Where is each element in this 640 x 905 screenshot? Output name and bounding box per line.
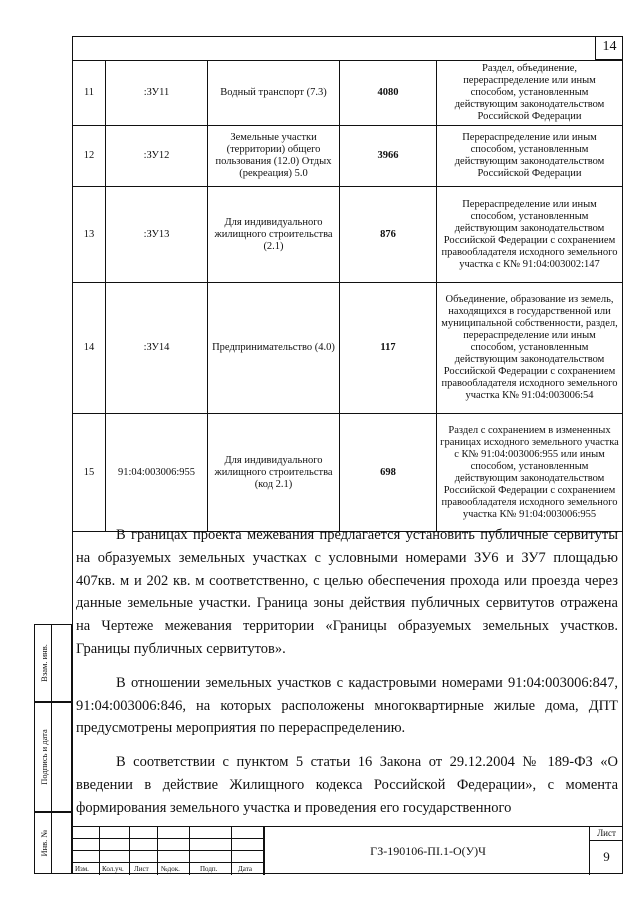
title-block (72, 826, 623, 875)
sheet-label: Лист (590, 827, 623, 841)
caption-list: Лист (134, 865, 149, 873)
cadastral-number: :ЗУ14 (106, 283, 208, 414)
title-block-grid (72, 827, 264, 875)
area-value: 4080 (340, 61, 437, 126)
area-value: 876 (340, 187, 437, 283)
land-use: Водный транспорт (7.3) (208, 61, 340, 126)
sheet-number: 9 (603, 849, 610, 864)
caption-data: Дата (238, 865, 252, 873)
row-number: 13 (73, 187, 106, 283)
side-label-vzam: Взам. инв. (39, 644, 49, 682)
side-label-podpis: Подпись и дата (39, 729, 49, 785)
cadastral-number: :ЗУ12 (106, 126, 208, 187)
side-block-vzam (34, 624, 72, 702)
cadastral-number: :ЗУ11 (106, 61, 208, 126)
paragraph-law-reference: В соответствии с пунктом 5 статьи 16 Закона от 29.12.2004 № 189-ФЗ «О введении в действие Жилищного кодекса Российской Федерации», с момента формирования земельного участка и проведения его государственного (76, 754, 618, 816)
area-value: 3966 (340, 126, 437, 187)
row-number: 11 (73, 61, 106, 126)
side-block-podpis (34, 702, 72, 812)
table-row (73, 187, 623, 283)
table-row (73, 283, 623, 414)
paragraph-apartment-plots: В отношении земельных участков с кадастровыми номерами 91:04:003006:847, 91:04:003006:846, на которых расположены многоквартирные жилые дома, ДПТ предусмотрены мероприятия по перераспределению. (76, 674, 618, 737)
formation-method: Объединение, образование из земель, находящихся в государственной или муниципальной собственности, раздел, перераспределение или иным способом, установленным действующим законодательством Российской Федерации с сохранением правообладателя исходного земельного участка К№ 91:04:003006:54 (437, 283, 623, 414)
side-label-inv: Инв. № (39, 829, 49, 857)
cadastral-number: 91:04:003006:955 (106, 414, 208, 532)
table-row (73, 414, 623, 532)
land-plots-table (72, 60, 623, 532)
formation-method: Перераспределение или иным способом, установленным действующим законодательством Российской Федерации (437, 126, 623, 187)
caption-podp: Подп. (200, 865, 218, 873)
area-value: 117 (340, 283, 437, 414)
row-number: 14 (73, 283, 106, 414)
formation-method: Раздел, объединение, перераспределение или иным способом, установленным действующим законодательством Российской Федерации (437, 61, 623, 126)
land-use: Для индивидуального жилищного строительства (2.1) (208, 187, 340, 283)
caption-koluch: Кол.уч. (102, 865, 124, 873)
area-value: 698 (340, 414, 437, 532)
land-use: Земельные участки (территории) общего пользования (12.0) Отдых (рекреация) 5.0 (208, 126, 340, 187)
side-block-inv (34, 812, 72, 874)
sheet-box (589, 827, 623, 875)
table-row (73, 61, 623, 126)
paragraph-servitudes: В границах проекта межевания предлагается установить публичные сервитуты на образуемых земельных участках с условными номерами ЗУ6 и ЗУ7 площадью 407кв. м и 202 кв. м соответственно, с целью обеспечения прохода или проезда через данные земельные участки. Граница зоны действия публичных сервитутов отражена на Чертеже межевания территории «Границы образуемых земельных участков. Границы публичных сервитутов». (76, 527, 618, 657)
land-use: Предпринимательство (4.0) (208, 283, 340, 414)
caption-izm: Изм. (75, 865, 89, 873)
page-number-top: 14 (595, 36, 623, 60)
formation-method: Перераспределение или иным способом, установленным действующим законодательством Российской Федерации с сохранением правообладателя исходного земельного участка с К№ 91:04:003002:147 (437, 187, 623, 283)
cadastral-number: :ЗУ13 (106, 187, 208, 283)
formation-method: Раздел с сохранением в измененных границах исходного земельного участка с К№ 91:04:003006:955 или иным способом, установленным действующим законодательством Российской Федерации с сохранением правообладателя исходного земельного участка К№ 91:04:003006:955 (437, 414, 623, 532)
row-number: 12 (73, 126, 106, 187)
row-number: 15 (73, 414, 106, 532)
document-code: ГЗ-190106-ПІ.1-О(У)Ч (264, 827, 591, 875)
table-row (73, 126, 623, 187)
body-text (76, 524, 618, 820)
caption-ndok: №док. (161, 865, 180, 873)
land-use: Для индивидуального жилищного строительства (код 2.1) (208, 414, 340, 532)
